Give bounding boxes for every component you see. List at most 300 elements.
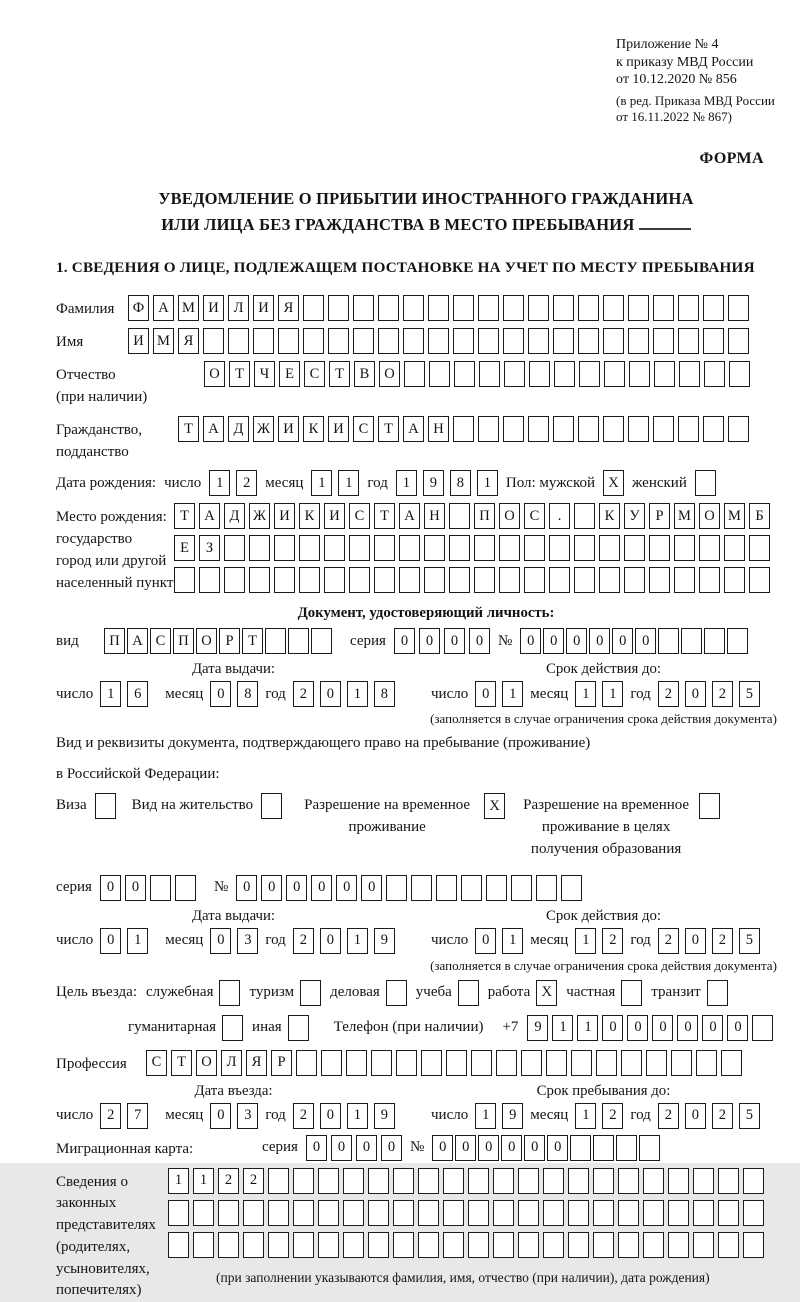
cell[interactable] xyxy=(293,1168,314,1194)
cell[interactable] xyxy=(568,1232,589,1258)
cell[interactable] xyxy=(218,1200,239,1226)
cell[interactable] xyxy=(479,361,500,387)
cell[interactable] xyxy=(618,1168,639,1194)
cell[interactable]: 2 xyxy=(293,681,314,707)
cell[interactable]: 0 xyxy=(331,1135,352,1161)
cell[interactable] xyxy=(728,328,749,354)
cell[interactable] xyxy=(699,793,720,819)
cell[interactable]: А xyxy=(199,503,220,529)
cell[interactable] xyxy=(95,793,116,819)
cell[interactable] xyxy=(218,1232,239,1258)
cell[interactable] xyxy=(299,567,320,593)
cell[interactable]: 0 xyxy=(210,1103,231,1129)
cell[interactable] xyxy=(449,535,470,561)
cell[interactable]: Л xyxy=(221,1050,242,1076)
cell[interactable]: 0 xyxy=(361,875,382,901)
cell[interactable]: 3 xyxy=(237,928,258,954)
cell[interactable] xyxy=(253,328,274,354)
cell[interactable] xyxy=(324,535,345,561)
cell[interactable]: 1 xyxy=(575,928,596,954)
business-checkbox[interactable] xyxy=(386,980,407,1006)
issue-month-cells[interactable] xyxy=(210,928,258,954)
cell[interactable] xyxy=(503,295,524,321)
cell[interactable]: 6 xyxy=(127,681,148,707)
cell[interactable]: 1 xyxy=(347,681,368,707)
cell[interactable] xyxy=(578,416,599,442)
representatives-cells-row1[interactable] xyxy=(168,1168,764,1194)
issue-day-cells[interactable] xyxy=(100,681,148,707)
cell[interactable] xyxy=(328,328,349,354)
cell[interactable]: П xyxy=(173,628,194,654)
cell[interactable]: Ч xyxy=(254,361,275,387)
cell[interactable] xyxy=(718,1200,739,1226)
private-checkbox[interactable] xyxy=(621,980,642,1006)
cell[interactable] xyxy=(668,1232,689,1258)
cell[interactable] xyxy=(496,1050,517,1076)
cell[interactable] xyxy=(474,535,495,561)
cell[interactable] xyxy=(446,1050,467,1076)
cell[interactable] xyxy=(268,1200,289,1226)
cell[interactable]: 9 xyxy=(527,1015,548,1041)
cell[interactable] xyxy=(461,875,482,901)
cell[interactable]: . xyxy=(549,503,570,529)
cell[interactable] xyxy=(518,1200,539,1226)
doc-number-cells[interactable] xyxy=(520,628,748,654)
cell[interactable]: К xyxy=(303,416,324,442)
cell[interactable] xyxy=(343,1168,364,1194)
citizenship-cells[interactable] xyxy=(178,416,749,442)
cell[interactable]: 1 xyxy=(347,928,368,954)
cell[interactable] xyxy=(318,1200,339,1226)
cell[interactable] xyxy=(649,567,670,593)
cell[interactable] xyxy=(749,567,770,593)
cell[interactable]: 9 xyxy=(374,928,395,954)
cell[interactable]: Р xyxy=(649,503,670,529)
cell[interactable]: А xyxy=(403,416,424,442)
cell[interactable]: И xyxy=(328,416,349,442)
cell[interactable]: 2 xyxy=(100,1103,121,1129)
cell[interactable] xyxy=(499,535,520,561)
cell[interactable]: Е xyxy=(279,361,300,387)
cell[interactable]: 3 xyxy=(237,1103,258,1129)
cell[interactable]: 1 xyxy=(602,681,623,707)
cell[interactable] xyxy=(378,328,399,354)
cell[interactable] xyxy=(724,567,745,593)
cell[interactable]: 1 xyxy=(311,470,332,496)
cell[interactable] xyxy=(421,1050,442,1076)
cell[interactable]: 1 xyxy=(575,681,596,707)
cell[interactable] xyxy=(593,1200,614,1226)
visa-checkbox[interactable] xyxy=(95,793,116,819)
issue-year-cells[interactable] xyxy=(293,928,395,954)
cell[interactable] xyxy=(678,416,699,442)
cell[interactable] xyxy=(743,1200,764,1226)
cell[interactable] xyxy=(568,1200,589,1226)
cell[interactable]: 0 xyxy=(381,1135,402,1161)
cell[interactable] xyxy=(546,1050,567,1076)
cell[interactable]: 1 xyxy=(396,470,417,496)
cell[interactable] xyxy=(643,1168,664,1194)
cell[interactable] xyxy=(704,628,725,654)
cell[interactable] xyxy=(618,1232,639,1258)
cell[interactable] xyxy=(749,535,770,561)
cell[interactable]: Т xyxy=(229,361,250,387)
cell[interactable]: Я xyxy=(246,1050,267,1076)
valid-month-cells[interactable] xyxy=(575,928,623,954)
cell[interactable] xyxy=(449,567,470,593)
cell[interactable] xyxy=(346,1050,367,1076)
cell[interactable]: У xyxy=(624,503,645,529)
cell[interactable] xyxy=(478,295,499,321)
cell[interactable]: Р xyxy=(271,1050,292,1076)
cell[interactable]: И xyxy=(253,295,274,321)
doc-series-cells[interactable] xyxy=(394,628,490,654)
cell[interactable] xyxy=(478,328,499,354)
cell[interactable]: 0 xyxy=(320,681,341,707)
stay-day-cells[interactable] xyxy=(475,1103,523,1129)
cell[interactable]: 1 xyxy=(477,470,498,496)
entry-month-cells[interactable] xyxy=(210,1103,258,1129)
cell[interactable] xyxy=(411,875,432,901)
cell[interactable]: 1 xyxy=(502,928,523,954)
cell[interactable] xyxy=(679,361,700,387)
residence-number-cells[interactable] xyxy=(236,875,582,901)
cell[interactable]: Б xyxy=(749,503,770,529)
cell[interactable] xyxy=(603,295,624,321)
cell[interactable] xyxy=(374,535,395,561)
cell[interactable]: Е xyxy=(174,535,195,561)
cell[interactable]: 0 xyxy=(547,1135,568,1161)
cell[interactable] xyxy=(743,1232,764,1258)
cell[interactable]: 9 xyxy=(374,1103,395,1129)
cell[interactable] xyxy=(524,567,545,593)
cell[interactable] xyxy=(693,1200,714,1226)
cell[interactable] xyxy=(403,295,424,321)
transit-checkbox[interactable] xyxy=(707,980,728,1006)
cell[interactable] xyxy=(693,1168,714,1194)
sex-male-checkbox[interactable] xyxy=(603,470,624,496)
representatives-cells-row3[interactable] xyxy=(168,1232,764,1258)
temp-residence-checkbox[interactable] xyxy=(484,793,505,819)
cell[interactable]: 1 xyxy=(338,470,359,496)
cell[interactable]: 0 xyxy=(524,1135,545,1161)
valid-month-cells[interactable] xyxy=(575,681,623,707)
cell[interactable]: 2 xyxy=(243,1168,264,1194)
cell[interactable] xyxy=(300,980,321,1006)
cell[interactable] xyxy=(436,875,457,901)
cell[interactable]: С xyxy=(524,503,545,529)
cell[interactable] xyxy=(528,416,549,442)
cell[interactable]: 1 xyxy=(193,1168,214,1194)
cell[interactable] xyxy=(429,361,450,387)
cell[interactable] xyxy=(321,1050,342,1076)
patronymic-cells[interactable] xyxy=(204,361,750,387)
cell[interactable] xyxy=(743,1168,764,1194)
cell[interactable]: 0 xyxy=(685,928,706,954)
cell[interactable]: 0 xyxy=(100,928,121,954)
cell[interactable] xyxy=(374,567,395,593)
cell[interactable]: 2 xyxy=(602,1103,623,1129)
cell[interactable] xyxy=(371,1050,392,1076)
cell[interactable] xyxy=(343,1232,364,1258)
cell[interactable] xyxy=(674,567,695,593)
cell[interactable]: 8 xyxy=(450,470,471,496)
cell[interactable]: 0 xyxy=(727,1015,748,1041)
cell[interactable] xyxy=(628,295,649,321)
cell[interactable]: 0 xyxy=(336,875,357,901)
cell[interactable] xyxy=(443,1168,464,1194)
cell[interactable]: 1 xyxy=(100,681,121,707)
cell[interactable] xyxy=(268,1168,289,1194)
issue-day-cells[interactable] xyxy=(100,928,148,954)
cell[interactable]: 5 xyxy=(739,1103,760,1129)
cell[interactable] xyxy=(528,328,549,354)
cell[interactable] xyxy=(568,1168,589,1194)
cell[interactable] xyxy=(150,875,171,901)
cell[interactable] xyxy=(222,1015,243,1041)
cell[interactable]: Т xyxy=(378,416,399,442)
migration-number-cells[interactable] xyxy=(432,1135,660,1161)
cell[interactable] xyxy=(574,535,595,561)
cell[interactable] xyxy=(353,295,374,321)
cell[interactable] xyxy=(418,1232,439,1258)
cell[interactable] xyxy=(543,1168,564,1194)
cell[interactable] xyxy=(703,328,724,354)
cell[interactable] xyxy=(243,1232,264,1258)
cell[interactable]: Д xyxy=(228,416,249,442)
cell[interactable]: 0 xyxy=(286,875,307,901)
cell[interactable] xyxy=(224,535,245,561)
cell[interactable]: 2 xyxy=(218,1168,239,1194)
cell[interactable] xyxy=(653,328,674,354)
cell[interactable]: 0 xyxy=(394,628,415,654)
cell[interactable] xyxy=(671,1050,692,1076)
cell[interactable]: 0 xyxy=(475,681,496,707)
cell[interactable]: 2 xyxy=(602,928,623,954)
cell[interactable]: 8 xyxy=(374,681,395,707)
issue-year-cells[interactable] xyxy=(293,681,395,707)
cell[interactable] xyxy=(554,361,575,387)
cell[interactable] xyxy=(721,1050,742,1076)
migration-series-cells[interactable] xyxy=(306,1135,402,1161)
cell[interactable] xyxy=(265,628,286,654)
cell[interactable] xyxy=(596,1050,617,1076)
cell[interactable] xyxy=(729,361,750,387)
cell[interactable] xyxy=(646,1050,667,1076)
cell[interactable] xyxy=(718,1232,739,1258)
cell[interactable] xyxy=(653,295,674,321)
cell[interactable] xyxy=(553,328,574,354)
birth-year-cells[interactable] xyxy=(396,470,498,496)
birth-month-cells[interactable] xyxy=(311,470,359,496)
cell[interactable]: 0 xyxy=(210,928,231,954)
cell[interactable]: 0 xyxy=(432,1135,453,1161)
cell[interactable] xyxy=(453,416,474,442)
cell[interactable] xyxy=(553,295,574,321)
cell[interactable] xyxy=(593,1135,614,1161)
cell[interactable] xyxy=(468,1200,489,1226)
valid-year-cells[interactable] xyxy=(658,681,760,707)
cell[interactable]: С xyxy=(353,416,374,442)
cell[interactable]: О xyxy=(499,503,520,529)
cell[interactable] xyxy=(368,1232,389,1258)
cell[interactable]: О xyxy=(196,1050,217,1076)
cell[interactable]: С xyxy=(150,628,171,654)
cell[interactable] xyxy=(649,535,670,561)
cell[interactable] xyxy=(228,328,249,354)
cell[interactable] xyxy=(453,295,474,321)
cell[interactable]: 0 xyxy=(520,628,541,654)
sex-female-checkbox[interactable] xyxy=(695,470,716,496)
cell[interactable] xyxy=(681,628,702,654)
cell[interactable] xyxy=(658,628,679,654)
profession-cells[interactable] xyxy=(146,1050,742,1076)
cell[interactable] xyxy=(399,535,420,561)
cell[interactable]: И xyxy=(324,503,345,529)
phone-cells[interactable] xyxy=(527,1015,773,1041)
cell[interactable] xyxy=(349,567,370,593)
temp-residence-education-checkbox[interactable] xyxy=(699,793,720,819)
cell[interactable]: 0 xyxy=(685,1103,706,1129)
cell[interactable] xyxy=(571,1050,592,1076)
cell[interactable]: И xyxy=(278,416,299,442)
cell[interactable]: А xyxy=(153,295,174,321)
cell[interactable]: 0 xyxy=(635,628,656,654)
cell[interactable] xyxy=(399,567,420,593)
cell[interactable]: 1 xyxy=(127,928,148,954)
cell[interactable]: 0 xyxy=(602,1015,623,1041)
cell[interactable] xyxy=(578,295,599,321)
cell[interactable]: 1 xyxy=(577,1015,598,1041)
cell[interactable]: 0 xyxy=(261,875,282,901)
cell[interactable]: Ф xyxy=(128,295,149,321)
cell[interactable]: X xyxy=(536,980,557,1006)
cell[interactable]: В xyxy=(354,361,375,387)
cell[interactable] xyxy=(639,1135,660,1161)
cell[interactable] xyxy=(696,1050,717,1076)
cell[interactable]: 0 xyxy=(543,628,564,654)
cell[interactable] xyxy=(593,1232,614,1258)
cell[interactable]: О xyxy=(379,361,400,387)
cell[interactable]: 1 xyxy=(552,1015,573,1041)
cell[interactable]: М xyxy=(178,295,199,321)
cell[interactable] xyxy=(703,295,724,321)
cell[interactable] xyxy=(303,295,324,321)
cell[interactable] xyxy=(378,295,399,321)
cell[interactable]: 2 xyxy=(293,1103,314,1129)
cell[interactable] xyxy=(693,1232,714,1258)
cell[interactable] xyxy=(504,361,525,387)
cell[interactable] xyxy=(478,416,499,442)
cell[interactable] xyxy=(353,328,374,354)
tourism-checkbox[interactable] xyxy=(300,980,321,1006)
cell[interactable] xyxy=(574,503,595,529)
cell[interactable]: 0 xyxy=(469,628,490,654)
cell[interactable] xyxy=(393,1168,414,1194)
cell[interactable] xyxy=(668,1200,689,1226)
cell[interactable] xyxy=(311,628,332,654)
birth-day-cells[interactable] xyxy=(209,470,257,496)
cell[interactable] xyxy=(418,1168,439,1194)
cell[interactable]: 0 xyxy=(501,1135,522,1161)
cell[interactable] xyxy=(428,328,449,354)
cell[interactable] xyxy=(493,1232,514,1258)
cell[interactable] xyxy=(193,1232,214,1258)
cell[interactable]: 0 xyxy=(444,628,465,654)
cell[interactable] xyxy=(293,1200,314,1226)
cell[interactable] xyxy=(386,980,407,1006)
cell[interactable] xyxy=(386,875,407,901)
cell[interactable]: И xyxy=(203,295,224,321)
cell[interactable]: С xyxy=(349,503,370,529)
cell[interactable] xyxy=(728,295,749,321)
cell[interactable]: А xyxy=(127,628,148,654)
cell[interactable] xyxy=(703,416,724,442)
cell[interactable]: 1 xyxy=(575,1103,596,1129)
cell[interactable] xyxy=(724,535,745,561)
cell[interactable] xyxy=(603,328,624,354)
cell[interactable] xyxy=(249,567,270,593)
cell[interactable] xyxy=(443,1200,464,1226)
cell[interactable]: 2 xyxy=(712,681,733,707)
cell[interactable]: 1 xyxy=(502,681,523,707)
cell[interactable]: 0 xyxy=(236,875,257,901)
cell[interactable] xyxy=(695,470,716,496)
surname-cells[interactable] xyxy=(128,295,749,321)
cell[interactable]: 2 xyxy=(712,1103,733,1129)
cell[interactable] xyxy=(616,1135,637,1161)
cell[interactable]: Т xyxy=(174,503,195,529)
cell[interactable]: Я xyxy=(278,295,299,321)
cell[interactable] xyxy=(454,361,475,387)
cell[interactable]: Я xyxy=(178,328,199,354)
cell[interactable] xyxy=(418,1200,439,1226)
cell[interactable]: 5 xyxy=(739,681,760,707)
cell[interactable] xyxy=(543,1200,564,1226)
cell[interactable] xyxy=(536,875,557,901)
cell[interactable] xyxy=(328,295,349,321)
cell[interactable]: О xyxy=(699,503,720,529)
study-checkbox[interactable] xyxy=(458,980,479,1006)
valid-year-cells[interactable] xyxy=(658,928,760,954)
cell[interactable] xyxy=(643,1200,664,1226)
cell[interactable] xyxy=(403,328,424,354)
cell[interactable]: 0 xyxy=(311,875,332,901)
cell[interactable]: 7 xyxy=(127,1103,148,1129)
cell[interactable] xyxy=(603,416,624,442)
cell[interactable]: 0 xyxy=(652,1015,673,1041)
cell[interactable]: 0 xyxy=(125,875,146,901)
cell[interactable] xyxy=(278,328,299,354)
cell[interactable] xyxy=(296,1050,317,1076)
cell[interactable]: 5 xyxy=(739,928,760,954)
cell[interactable]: 2 xyxy=(658,681,679,707)
cell[interactable] xyxy=(503,328,524,354)
cell[interactable] xyxy=(393,1232,414,1258)
cell[interactable] xyxy=(593,1168,614,1194)
cell[interactable] xyxy=(518,1232,539,1258)
cell[interactable] xyxy=(707,980,728,1006)
cell[interactable]: П xyxy=(104,628,125,654)
cell[interactable]: Т xyxy=(171,1050,192,1076)
cell[interactable]: 0 xyxy=(210,681,231,707)
cell[interactable] xyxy=(524,535,545,561)
given-name-cells[interactable] xyxy=(128,328,749,354)
cell[interactable]: 0 xyxy=(100,875,121,901)
cell[interactable] xyxy=(404,361,425,387)
cell[interactable] xyxy=(704,361,725,387)
cell[interactable] xyxy=(486,875,507,901)
